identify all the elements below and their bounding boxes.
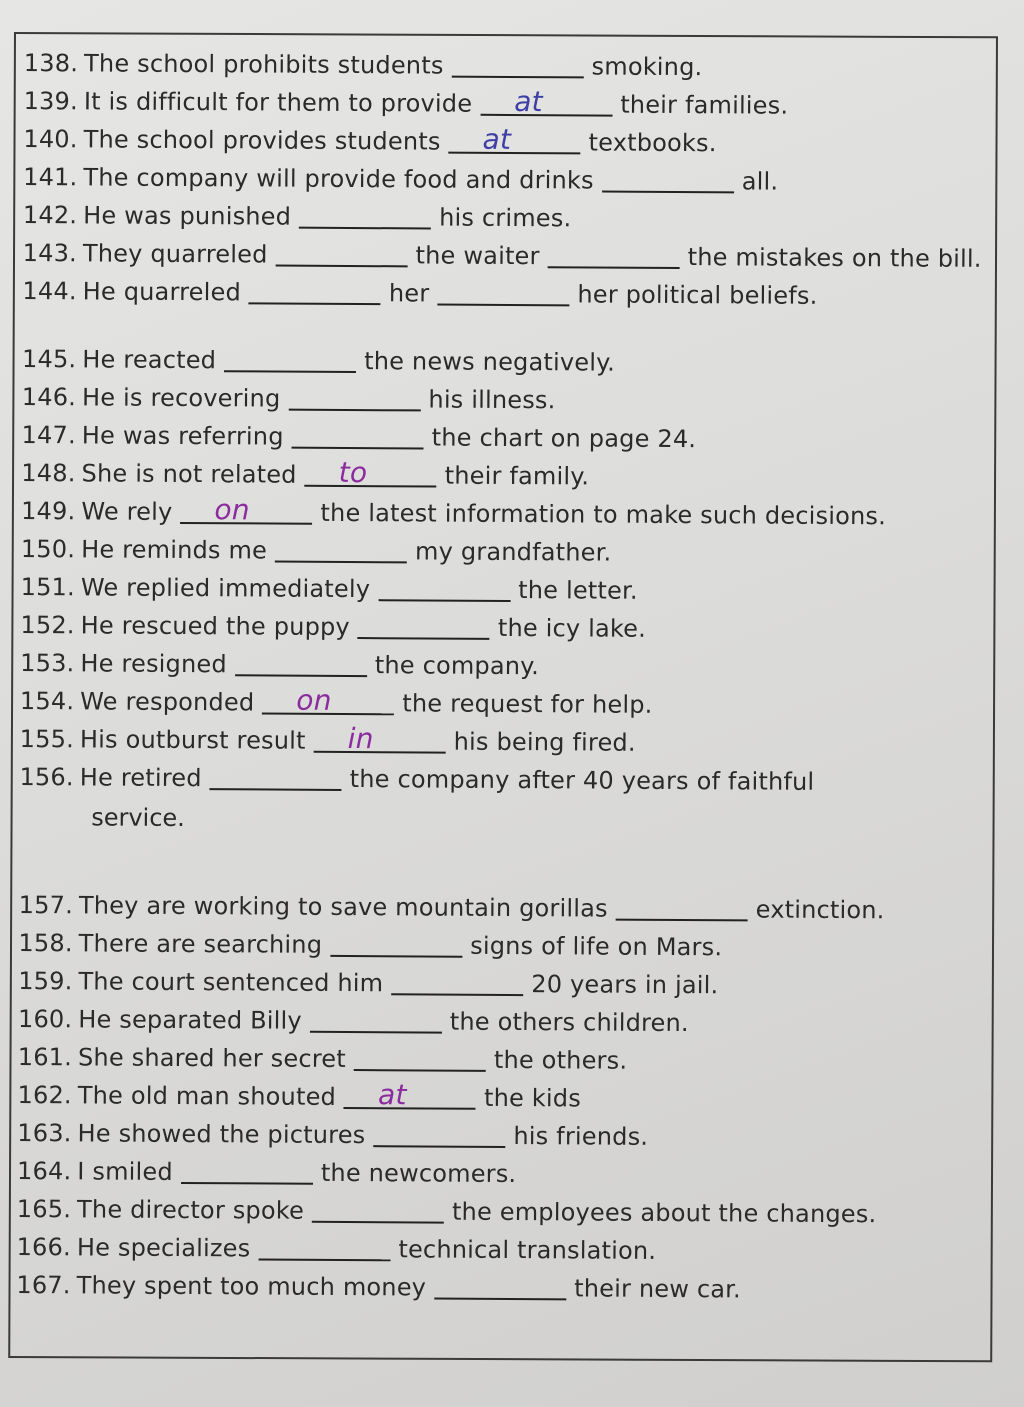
question-text: 20 years in jail. [531, 970, 719, 1000]
question-number: 160. [17, 1004, 73, 1034]
question-number: 167. [16, 1270, 71, 1300]
question-number: 150. [20, 534, 76, 564]
question-text: all. [741, 167, 779, 196]
handwritten-answer: at [482, 122, 512, 156]
answer-blank[interactable] [480, 84, 612, 119]
question-text: They quarreled [82, 239, 268, 269]
question-163 [17, 1118, 648, 1152]
question-text: The court sentenced him [78, 967, 384, 998]
question-text: It is difficult for them to provide [83, 87, 473, 118]
question-number: 148. [21, 458, 76, 488]
question-number: 163. [17, 1118, 72, 1148]
answer-blank[interactable] [616, 897, 748, 922]
answer-blank[interactable] [262, 683, 394, 717]
question-text: his friends. [513, 1122, 649, 1151]
question-text: his illness. [428, 385, 556, 415]
answer-blank[interactable] [180, 493, 312, 527]
question-text: He is recovering [81, 383, 281, 413]
question-text: the chart on page 24. [431, 423, 697, 454]
answer-blank[interactable] [602, 169, 734, 194]
question-number: 166. [16, 1232, 71, 1262]
question-number: 149. [21, 496, 76, 526]
question-164 [17, 1156, 516, 1189]
question-text: He separated Billy [78, 1005, 302, 1035]
answer-blank[interactable] [275, 539, 407, 564]
question-text: We replied immediately [80, 573, 371, 604]
handwritten-answer: on [214, 493, 250, 527]
question-138 [24, 48, 703, 82]
question-number: 147. [21, 420, 76, 450]
handwritten-answer: in [347, 721, 374, 756]
question-text: He specializes [76, 1233, 251, 1263]
answer-blank[interactable] [249, 280, 381, 305]
answer-blank[interactable] [330, 933, 462, 958]
question-text: smoking. [591, 52, 703, 82]
question-number: 143. [22, 238, 78, 268]
question-152 [20, 610, 646, 644]
question-text: I smiled [77, 1157, 173, 1186]
question-number: 155. [19, 724, 75, 754]
answer-blank[interactable] [305, 455, 437, 490]
question-159 [18, 966, 718, 1000]
question-text: He reminds me [81, 535, 268, 565]
question-text: He was referring [81, 421, 284, 451]
answer-blank[interactable] [354, 1047, 486, 1072]
question-text: their new car. [574, 1274, 741, 1304]
question-number: 162. [17, 1080, 72, 1110]
question-162 [17, 1080, 581, 1113]
question-number: 161. [17, 1042, 73, 1072]
question-text: the company. [374, 651, 540, 681]
answer-blank[interactable] [299, 205, 431, 230]
question-text: The school prohibits students [84, 49, 444, 80]
question-text: the newcomers. [320, 1158, 517, 1189]
question-text: His outburst result [79, 725, 306, 755]
question-number: 156. [19, 762, 74, 792]
question-text: He retired [79, 763, 202, 793]
question-153 [20, 648, 539, 681]
answer-blank[interactable] [312, 1199, 444, 1224]
answer-blank[interactable] [378, 577, 510, 602]
question-157 [19, 890, 885, 925]
answer-blank[interactable] [391, 971, 523, 996]
answer-blank[interactable] [548, 244, 680, 269]
question-number: 165. [16, 1194, 72, 1224]
question-text: the letter. [518, 576, 638, 605]
question-142 [23, 200, 572, 233]
question-number: 139. [23, 86, 78, 116]
question-text: The company will provide food and drinks [83, 163, 594, 195]
answer-blank[interactable] [434, 1276, 566, 1301]
question-158 [18, 928, 722, 962]
question-text: signs of life on Mars. [470, 931, 723, 962]
question-text: his crimes. [439, 203, 572, 233]
question-text: We rely [81, 497, 173, 526]
handwritten-answer: at [377, 1078, 407, 1112]
question-number: 144. [22, 276, 77, 306]
question-text: He quarreled [82, 277, 242, 307]
question-160 [18, 1004, 689, 1038]
question-text: technical translation. [398, 1235, 657, 1265]
question-166 [17, 1232, 657, 1266]
question-text: She is not related [81, 459, 297, 489]
answer-blank[interactable] [181, 1160, 313, 1185]
question-number: 157. [18, 890, 74, 920]
question-number: 142. [22, 200, 78, 230]
question-140 [23, 124, 716, 158]
question-number: 158. [18, 928, 73, 958]
question-144 [22, 276, 817, 311]
question-number: 140. [23, 124, 78, 154]
question-text: the kids [483, 1083, 582, 1113]
question-text: my grandfather. [414, 537, 612, 567]
question-text: the others. [493, 1045, 628, 1075]
question-text: She shared her secret [77, 1043, 347, 1073]
question-text: the employees about the changes. [451, 1197, 877, 1229]
question-text: her political beliefs. [577, 280, 818, 310]
question-text: The director spoke [77, 1195, 305, 1225]
question-text: There are searching [78, 929, 323, 959]
question-number: 159. [18, 966, 73, 996]
answer-blank[interactable] [452, 54, 584, 79]
question-number: 146. [21, 382, 77, 412]
question-text: He showed the pictures [77, 1119, 366, 1150]
question-161 [18, 1042, 628, 1076]
question-text: the latest information to make such decisions. [320, 498, 887, 531]
question-number: 145. [21, 344, 77, 374]
question-147 [21, 420, 696, 454]
question-text: the mistakes on the bill. [687, 243, 982, 273]
question-text: their family. [444, 461, 590, 491]
question-146 [22, 382, 556, 415]
question-number: 151. [20, 572, 75, 602]
question-number: 138. [23, 48, 79, 78]
answer-blank[interactable] [373, 1123, 505, 1148]
question-155 [19, 721, 636, 758]
question-number: 152. [20, 610, 75, 640]
question-text: He reacted [82, 345, 217, 375]
question-text: the request for help. [402, 689, 653, 719]
answer-blank[interactable] [224, 348, 356, 373]
question-154 [19, 683, 653, 720]
question-number: 153. [20, 648, 75, 678]
question-number: 141. [23, 162, 78, 192]
question-149 [21, 493, 887, 531]
question-143 [23, 238, 982, 274]
question-number: 164. [17, 1156, 72, 1186]
question-text: The old man shouted [77, 1081, 337, 1111]
question-number: 154. [19, 686, 75, 716]
question-text: her [388, 279, 430, 308]
answer-blank[interactable] [235, 652, 367, 677]
question-167 [16, 1270, 741, 1304]
question-text: the waiter [415, 241, 540, 271]
answer-blank[interactable] [314, 721, 446, 756]
question-text: They are working to save mountain gorillas [78, 891, 608, 923]
question-text: the others children. [449, 1007, 689, 1038]
handwritten-answer: on [296, 683, 332, 717]
answer-blank[interactable] [210, 766, 342, 791]
answer-blank[interactable] [449, 122, 581, 156]
question-148 [21, 455, 590, 491]
question-151 [21, 572, 638, 606]
answer-blank[interactable] [310, 1009, 442, 1034]
handwritten-answer: to [338, 455, 368, 490]
question-145 [22, 344, 615, 378]
answer-blank[interactable] [344, 1078, 476, 1112]
question-text: the icy lake. [497, 613, 647, 643]
question-139 [24, 86, 789, 121]
question-156 [19, 762, 814, 797]
question-text: He resigned [80, 649, 227, 679]
question-text: He rescued the puppy [80, 611, 350, 642]
question-text: We responded [80, 687, 255, 717]
question-text: the company after 40 years of faithful [349, 765, 815, 796]
answer-blank[interactable] [276, 243, 408, 268]
answer-blank[interactable] [437, 282, 569, 307]
question-text: extinction. [755, 895, 885, 925]
answer-blank[interactable] [288, 387, 420, 412]
answer-blank[interactable] [258, 1236, 390, 1261]
question-text: The school provides students [83, 125, 441, 156]
question-text: He was punished [83, 201, 292, 231]
question-continuation: service. [91, 803, 185, 832]
question-141 [23, 162, 778, 197]
question-text: They spent too much money [76, 1271, 427, 1302]
question-150 [21, 534, 612, 568]
question-text: textbooks. [588, 128, 717, 158]
question-text: the news negatively. [364, 347, 616, 377]
question-text: their families. [620, 90, 789, 120]
question-text: his being fired. [453, 727, 636, 757]
question-165 [17, 1194, 877, 1229]
answer-blank[interactable] [358, 615, 490, 640]
handwritten-answer: at [514, 84, 543, 119]
answer-blank[interactable] [292, 425, 424, 450]
